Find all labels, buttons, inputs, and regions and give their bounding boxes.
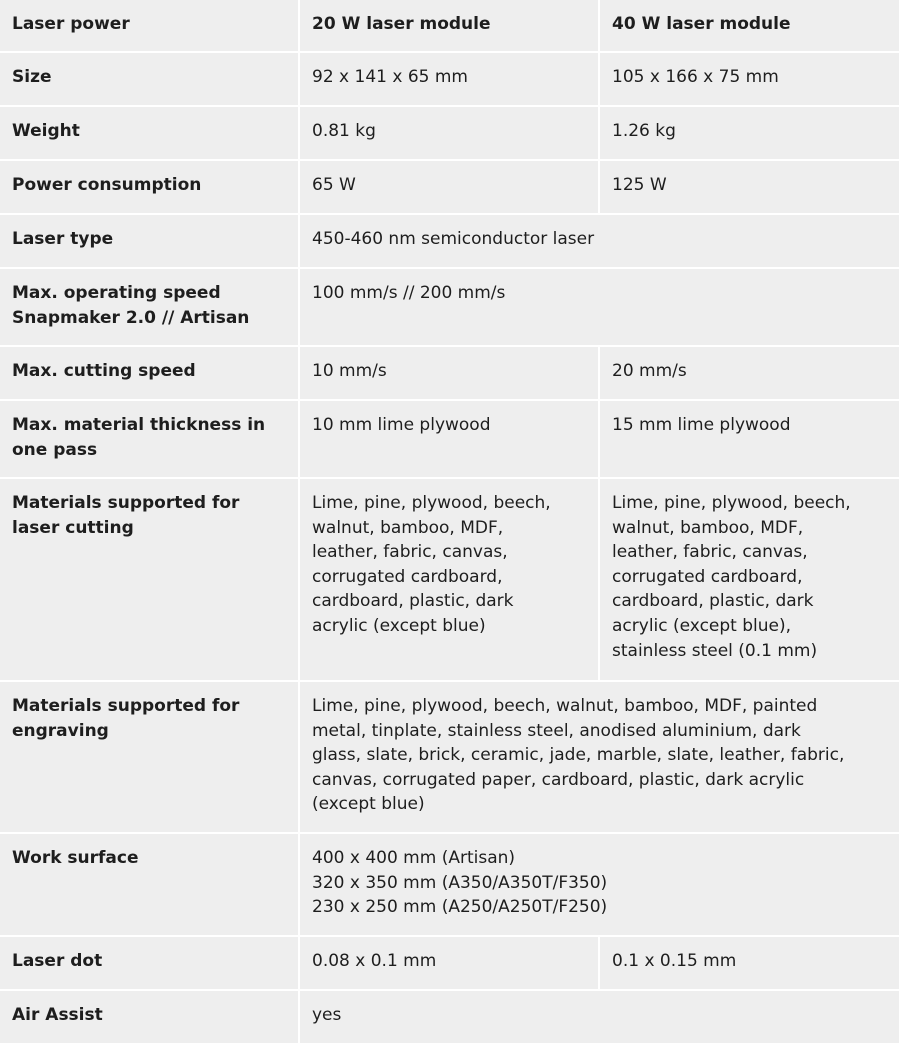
value-shared: yes [300,991,899,1045]
value-40w: 125 W [600,161,899,215]
value-shared: 450-460 nm semiconductor laser [300,215,899,269]
value-20w: 92 x 141 x 65 mm [300,53,600,107]
value-line: Lime, pine, plywood, beech, walnut, bamboo, MDF, painted [312,696,818,716]
label-line: Max. material thickness in [12,415,266,435]
label-line: Materials supported for [12,493,240,513]
value-line: corrugated cardboard, [312,566,503,587]
value-line: acrylic (except blue), [612,615,792,636]
value-line: 400 x 400 mm (Artisan) [312,848,516,868]
row-label: Laser type [0,215,300,269]
header-laser-power: Laser power [0,0,300,53]
value-20w [300,479,600,682]
row-power-consumption [0,161,899,215]
row-air-assist [0,991,899,1045]
row-label [0,269,300,347]
value-20w: 0.08 x 0.1 mm [300,937,600,991]
label-line: engraving [12,720,109,741]
value-20w: 65 W [300,161,600,215]
value-40w: 105 x 166 x 75 mm [600,53,899,107]
row-laser-dot [0,937,899,991]
header-20w-module: 20 W laser module [300,0,600,53]
value-40w [600,479,899,682]
row-size [0,53,899,107]
row-label: Weight [0,107,300,161]
value-line: cardboard, plastic, dark [312,591,514,612]
value-line: 320 x 350 mm (A350/A350T/F350) [312,872,608,893]
value-40w: 1.26 kg [600,107,899,161]
value-shared: 100 mm/s // 200 mm/s [300,269,899,347]
value-line: corrugated cardboard, [612,566,803,587]
row-label: Size [0,53,300,107]
header-40w-module: 40 W laser module [600,0,899,53]
row-label: Work surface [0,834,300,937]
value-line: cardboard, plastic, dark [612,591,814,612]
value-20w: 10 mm/s [300,347,600,401]
value-line: Lime, pine, plywood, beech, [312,493,551,513]
row-weight [0,107,899,161]
value-line: canvas, corrugated paper, cardboard, plastic, dark acrylic [312,769,805,790]
row-max-cutting-speed [0,347,899,401]
row-label [0,401,300,479]
row-max-material-thickness [0,401,899,479]
value-line: 230 x 250 mm (A250/A250T/F250) [312,897,608,918]
value-line: walnut, bamboo, MDF, [312,517,504,538]
value-shared [300,834,899,937]
label-line: one pass [12,439,98,460]
value-20w: 0.81 kg [300,107,600,161]
row-label: Max. cutting speed [0,347,300,401]
row-materials-laser-cutting [0,479,899,682]
value-40w: 0.1 x 0.15 mm [600,937,899,991]
label-line: Materials supported for [12,696,240,716]
value-line: metal, tinplate, stainless steel, anodised aluminium, dark [312,720,801,741]
value-line: Lime, pine, plywood, beech, [612,493,851,513]
row-label [0,682,300,834]
label-line: Snapmaker 2.0 // Artisan [12,307,250,328]
value-20w: 10 mm lime plywood [300,401,600,479]
label-line: Max. operating speed [12,283,221,303]
row-materials-engraving [0,682,899,834]
row-label: Laser dot [0,937,300,991]
row-laser-type [0,215,899,269]
value-40w: 20 mm/s [600,347,899,401]
value-line: acrylic (except blue) [312,615,486,636]
value-40w: 15 mm lime plywood [600,401,899,479]
value-line: walnut, bamboo, MDF, [612,517,804,538]
row-label [0,479,300,682]
value-line: glass, slate, brick, ceramic, jade, marble, slate, leather, fabric, [312,745,845,766]
row-label: Air Assist [0,991,300,1045]
value-line: stainless steel (0.1 mm) [612,640,818,661]
value-line: leather, fabric, canvas, [312,542,508,563]
row-label: Power consumption [0,161,300,215]
row-max-operating-speed [0,269,899,347]
row-work-surface [0,834,899,937]
value-line: leather, fabric, canvas, [612,542,808,563]
value-line: (except blue) [312,794,425,815]
value-shared [300,682,899,834]
table-header-row [0,0,899,53]
label-line: laser cutting [12,517,134,538]
